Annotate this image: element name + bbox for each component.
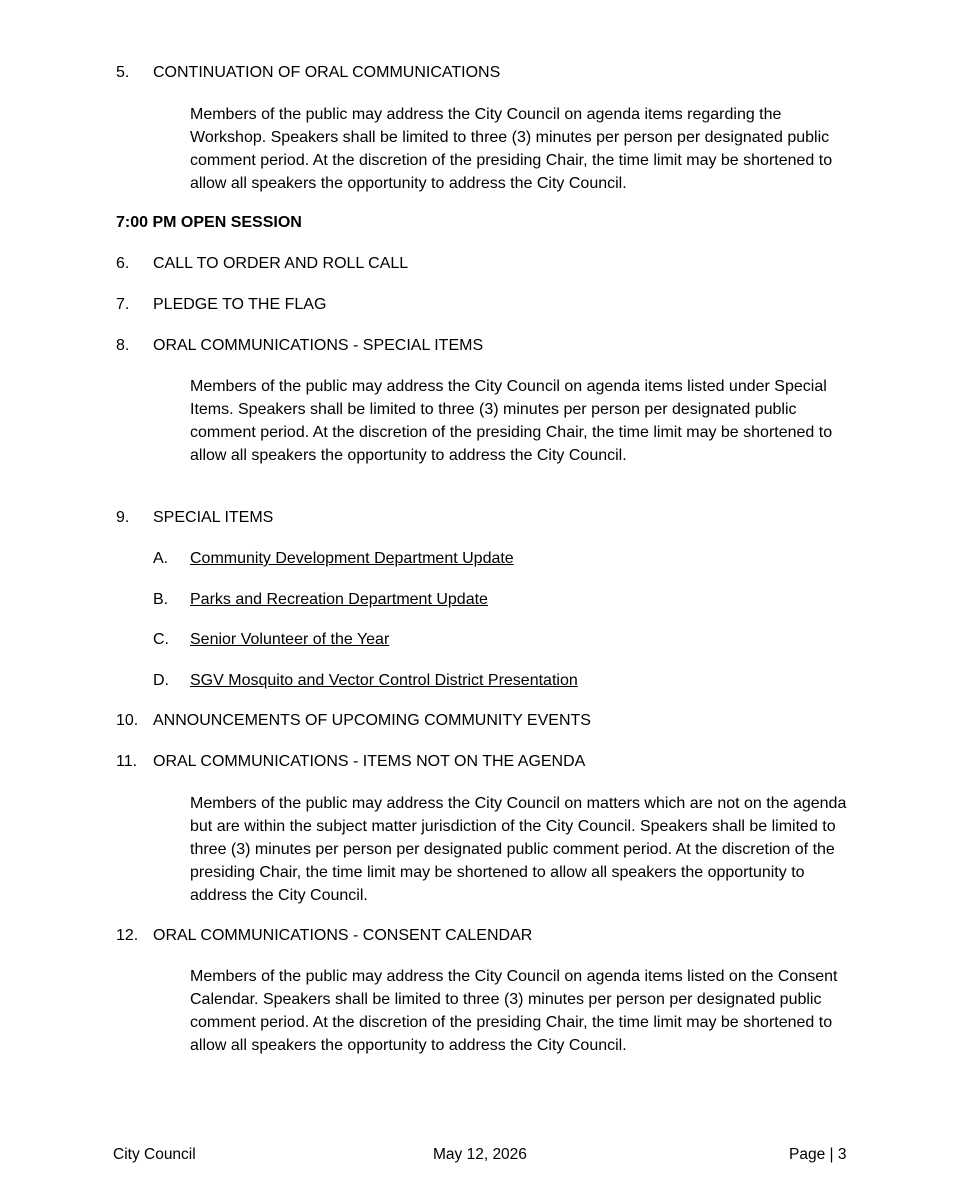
- special-item-link-senior-volunteer[interactable]: Senior Volunteer of the Year: [190, 631, 390, 648]
- item-11-description: Members of the public may address the City Council on matters which are not on the agenda but are within the subject matter jurisdiction of the City Council. Speakers shall be limited to three (3) minutes per person per designated public comment period. At the discretion of the presiding Chair, the time limit may be shortened to allow all speakers the opportunity to address the City Council.: [190, 795, 847, 904]
- item-number: 8.: [116, 337, 130, 354]
- agenda-item-10: [116, 710, 591, 732]
- item-title: PLEDGE TO THE FLAG: [153, 296, 327, 313]
- agenda-item-5: [116, 62, 500, 84]
- special-item-link-parks-recreation[interactable]: Parks and Recreation Department Update: [190, 591, 488, 608]
- special-item-b: [153, 589, 488, 611]
- agenda-item-7: [116, 294, 326, 316]
- footer-left: City Council: [113, 1146, 196, 1163]
- subitem-letter: A.: [153, 550, 169, 567]
- item-title: CALL TO ORDER AND ROLL CALL: [153, 255, 409, 272]
- item-number: 9.: [116, 509, 130, 526]
- subitem-letter: D.: [153, 672, 169, 689]
- special-item-c: [153, 629, 389, 651]
- item-title: CONTINUATION OF ORAL COMMUNICATIONS: [153, 64, 501, 81]
- item-5-description: Members of the public may address the City Council on agenda items regarding the Workshop. Speakers shall be limited to three (3) minutes per person per designated public comment period. At the discretion of the presiding Chair, the time limit may be shortened to allow all speakers the opportunity to address the City Council.: [190, 106, 833, 192]
- agenda-item-11: [116, 751, 585, 773]
- item-title: ORAL COMMUNICATIONS - SPECIAL ITEMS: [153, 337, 484, 354]
- item-number: 10.: [116, 712, 139, 729]
- footer-page-number: Page | 3: [789, 1146, 847, 1163]
- item-title: ANNOUNCEMENTS OF UPCOMING COMMUNITY EVENTS: [153, 712, 591, 729]
- item-title: ORAL COMMUNICATIONS - ITEMS NOT ON THE AGENDA: [153, 753, 586, 770]
- item-title: SPECIAL ITEMS: [153, 509, 274, 526]
- footer-date: May 12, 2026: [433, 1146, 527, 1163]
- agenda-item-8: [116, 335, 483, 357]
- item-12-description: Members of the public may address the City Council on agenda items listed on the Consent Calendar. Speakers shall be limited to three (3) minutes per person per designated public comment period. At the discretion of the presiding Chair, the time limit may be shortened to allow all speakers the opportunity to address the City Council.: [190, 968, 838, 1054]
- item-8-description: Members of the public may address the City Council on agenda items listed under Special Items. Speakers shall be limited to three (3) minutes per person per designated public comment period. At the discretion of the presiding Chair, the time limit may be shortened to allow all speakers the opportunity to address the City Council.: [190, 378, 833, 464]
- agenda-item-12: [116, 925, 532, 947]
- item-number: 11.: [116, 753, 138, 770]
- subitem-letter: C.: [153, 631, 169, 648]
- agenda-item-9: [116, 507, 273, 529]
- item-number: 5.: [116, 64, 130, 81]
- item-title: ORAL COMMUNICATIONS - CONSENT CALENDAR: [153, 927, 533, 944]
- item-number: 7.: [116, 296, 130, 313]
- special-item-a: [153, 548, 514, 570]
- special-item-link-sgv-mosquito[interactable]: SGV Mosquito and Vector Control District Presentation: [190, 672, 578, 689]
- session-heading: 7:00 PM OPEN SESSION: [116, 214, 302, 231]
- item-number: 6.: [116, 255, 130, 272]
- subitem-letter: B.: [153, 591, 169, 608]
- special-item-d: [153, 670, 578, 692]
- special-item-link-community-development[interactable]: Community Development Department Update: [190, 550, 514, 567]
- agenda-item-6: [116, 253, 408, 275]
- item-number: 12.: [116, 927, 139, 944]
